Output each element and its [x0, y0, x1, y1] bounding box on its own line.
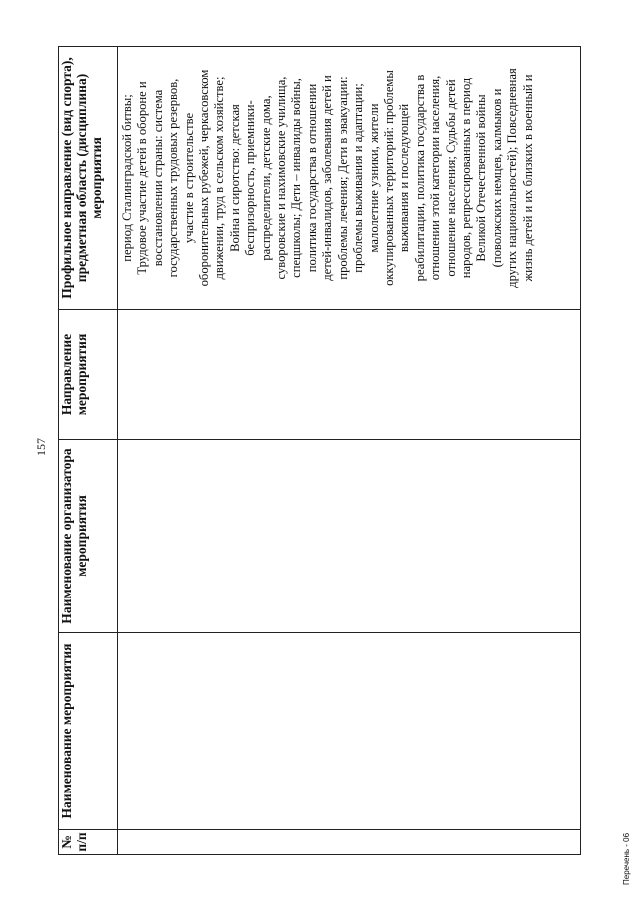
cell-event-name [118, 633, 581, 830]
profile-line: участие в строительстве [181, 112, 196, 244]
header-event-name: Наименование мероприятия [59, 633, 118, 830]
profile-line: политика государства в отношении [304, 83, 319, 273]
profile-line: спецшколы; Дети – инвалиды войны, [289, 78, 304, 278]
profile-line: проблемы лечения; Дети в эвакуации: [335, 76, 350, 280]
cell-organizer [118, 440, 581, 633]
header-profile: Профильное направление (вид спорта), предметная область (дисциплина) мероприятия [59, 47, 118, 310]
profile-line: распределители, детские дома, [258, 95, 273, 261]
profile-line: (поволжских немцев, калмыков и [489, 88, 504, 268]
profile-line: народов, репрессированных в период [458, 77, 473, 279]
profile-line: суворовские и нахимовские училища, [274, 76, 289, 280]
profile-line: государственных трудовых резервов, [166, 78, 181, 278]
cell-num [118, 830, 581, 855]
profile-line: оккупированных территорий: проблемы [381, 70, 396, 286]
profile-text [118, 47, 538, 309]
profile-line: реабилитации, политика государства в [412, 74, 427, 282]
profile-line: малолетние узники, жители [366, 103, 381, 253]
header-organizer: Наименование организатора мероприятия [59, 440, 118, 633]
events-table-grid [58, 46, 581, 855]
profile-line: Война и сиротство: детская [227, 104, 242, 252]
profile-line: Великой Отечественной войны [474, 94, 489, 262]
table-row [118, 47, 581, 855]
events-table [58, 47, 578, 855]
profile-line: отношение населения; Судьбы детей [443, 79, 458, 277]
page-number: 157 [34, 438, 48, 456]
header-num: № п/п [59, 830, 118, 855]
profile-line: период Сталинградской битвы; [120, 94, 134, 262]
profile-line: отношении этой категории населения, [428, 75, 443, 281]
profile-line: беспризорность, приемники- [243, 100, 258, 256]
profile-line: детей-инвалидов, заболевания детей и [320, 75, 335, 281]
profile-line: выживания и последующей [397, 103, 412, 253]
profile-line: восстановлении страны: система [150, 89, 165, 267]
table-header-row [59, 47, 118, 855]
profile-line: других национальностей); Повседневная [505, 68, 520, 288]
profile-line: проблемы выживания и адаптации; [351, 83, 366, 273]
profile-line: оборонительных рубежей, черкасовском [197, 69, 212, 287]
cell-profile [118, 47, 581, 310]
footer-code: Перечень - 06 [622, 832, 631, 885]
cell-direction [118, 310, 581, 440]
profile-line: Трудовое участие детей в обороне и [135, 81, 150, 275]
profile-line: жизнь детей и их близких в военный и [520, 74, 535, 282]
header-direction: Направление мероприятия [59, 310, 118, 440]
profile-line: движении, труд в сельском хозяйстве; [212, 76, 227, 280]
